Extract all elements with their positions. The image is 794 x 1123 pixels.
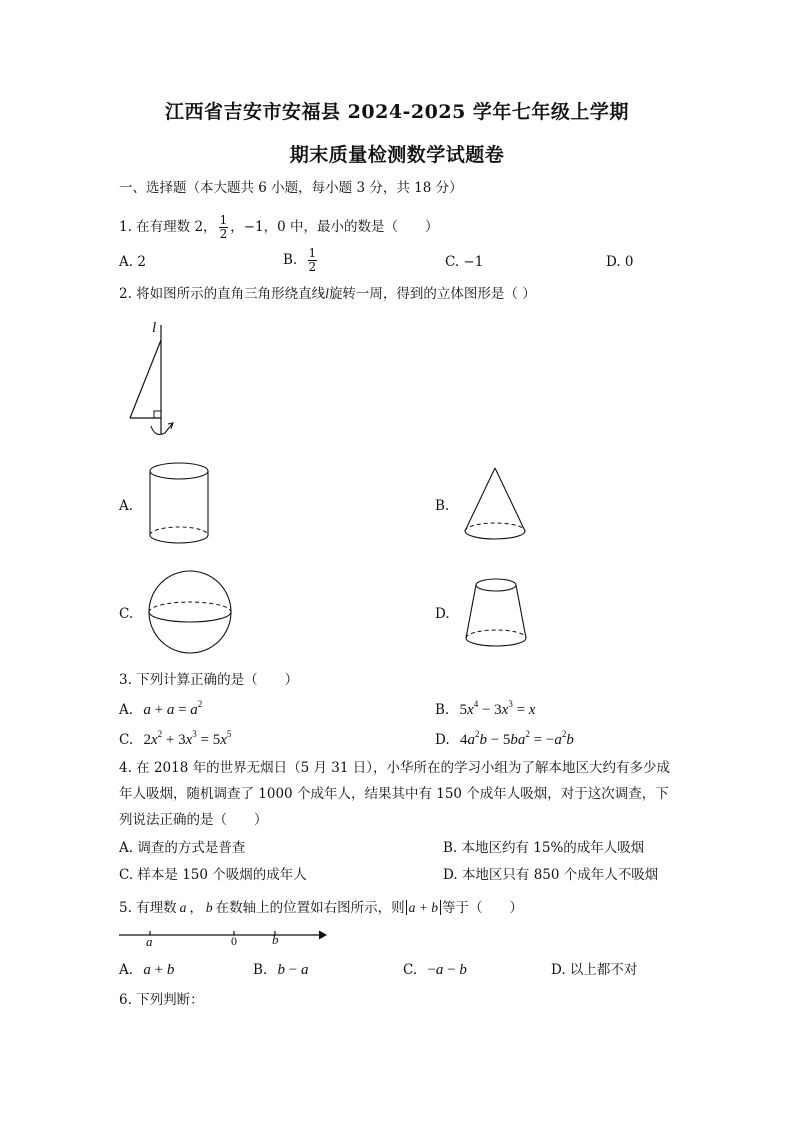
- q3-option-b-expr: $5x^4 - 3x^3 = x$: [459, 699, 536, 718]
- q5-stem-mid: 在数轴上的位置如右图所示，则: [215, 900, 405, 916]
- q5-option-a-expr: a + b: [143, 962, 175, 978]
- q4-option-a: A. 调查的方式是普查: [119, 840, 246, 856]
- q2-option-a-label: A.: [119, 498, 134, 514]
- q2-option-d-label: D.: [435, 606, 450, 622]
- q4-option-d: D. 本地区只有 850 个成年人不吸烟: [443, 867, 659, 883]
- q5-option-b-expr: b − a: [277, 962, 309, 978]
- q3-option-c: [119, 730, 231, 750]
- frustum-icon: [464, 576, 534, 656]
- question-2-stem: [119, 284, 536, 304]
- q1-option-b-fraction: $\frac{1}{2}$: [308, 246, 317, 274]
- q5-option-a: [119, 960, 174, 980]
- q3-option-c-label: C.: [119, 732, 134, 748]
- q5-option-c-expr: −a − b: [427, 962, 467, 978]
- question-4-line2: 年人吸烟，随机调查了 1000 个成年人，结果其中有 150 个成年人吸烟，对于这次调查，下: [119, 786, 669, 802]
- q5-option-d: D. 以上都不对: [551, 962, 638, 978]
- q3-option-d: [435, 730, 574, 750]
- number-line-label-zero: 0: [231, 934, 237, 948]
- q2-var-l: l: [325, 286, 329, 301]
- q1-option-c: C. −1: [445, 254, 484, 270]
- q2-option-b-label: B.: [435, 498, 450, 514]
- q5-var-a: a: [179, 900, 187, 915]
- q4-option-b: B. 本地区约有 15%的成年人吸烟: [443, 840, 645, 856]
- q1-option-b-label: B.: [283, 252, 298, 268]
- number-line-label-a: a: [146, 934, 153, 949]
- q5-option-b-label: B.: [253, 962, 268, 978]
- document-title-line2: 期末质量检测数学试题卷: [289, 144, 505, 166]
- q5-stem-pre: 5. 有理数: [119, 900, 177, 916]
- q5-stem-post: 等于（ ）: [442, 900, 524, 916]
- q1-option-a: A. 2: [119, 254, 146, 270]
- q5-sep: ，: [189, 900, 203, 916]
- sphere-icon: [146, 570, 236, 656]
- question-4-line3: 列说法正确的是（ ）: [119, 812, 268, 828]
- q3-option-d-label: D.: [435, 732, 450, 748]
- q3-option-b-label: B.: [435, 702, 450, 718]
- q3-option-b: [435, 700, 535, 720]
- q5-option-c-label: C.: [403, 962, 418, 978]
- q1-stem-post: ，−1，0 中，最小的数是（ ）: [230, 219, 439, 235]
- question-3-stem: 3. 下列计算正确的是（ ）: [119, 672, 299, 688]
- document-title-line1: 江西省吉安市安福县 2024-2025 学年七年级上学期: [165, 101, 629, 123]
- q3-option-a-label: A.: [119, 702, 134, 718]
- q2-figure-label-l: l: [152, 320, 157, 336]
- q1-option-b: [283, 247, 319, 274]
- question-4-line1: 4. 在 2018 年的世界无烟日（5 月 31 日），小华所在的学习小组为了解本地区大约有多少成: [119, 760, 671, 776]
- question-1-stem: [119, 214, 438, 241]
- q5-var-b: b: [205, 900, 213, 915]
- number-line-label-b: b: [272, 932, 279, 947]
- q2-stem-pre: 2. 将如图所示的直角三角形绕直线: [119, 286, 326, 302]
- cone-icon: [463, 466, 533, 546]
- section-heading: 一、选择题（本大题共 6 小题，每小题 3 分，共 18 分）: [119, 180, 463, 196]
- q3-option-a: [119, 700, 202, 720]
- question-5-stem: [119, 898, 523, 918]
- q5-abs-expression: a + b: [406, 900, 441, 915]
- right-triangle-rotation-figure: [125, 320, 185, 440]
- question-6-stem: 6. 下列判断：: [119, 992, 204, 1008]
- cylinder-icon: [148, 462, 212, 546]
- q1-fraction-half: $\frac{1}{2}$: [219, 213, 228, 241]
- q5-option-a-label: A.: [119, 962, 134, 978]
- q1-stem-pre: 1. 在有理数 2，: [119, 219, 217, 235]
- q2-option-c-label: C.: [119, 606, 134, 622]
- q5-option-c: [403, 960, 467, 980]
- q3-option-a-expr: $a + a = a^2$: [143, 699, 203, 718]
- q3-option-c-expr: $2x^2 + 3x^3 = 5x^5$: [143, 729, 232, 748]
- q1-option-d: D. 0: [606, 254, 634, 270]
- q5-option-b: [253, 960, 308, 980]
- q3-option-d-expr: $4a^2b - 5ba^2 = -a^2b$: [459, 729, 574, 748]
- q2-stem-post: 旋转一周，得到的立体图形是（ ）: [328, 286, 536, 302]
- q4-option-c: C. 样本是 150 个吸烟的成年人: [119, 867, 307, 883]
